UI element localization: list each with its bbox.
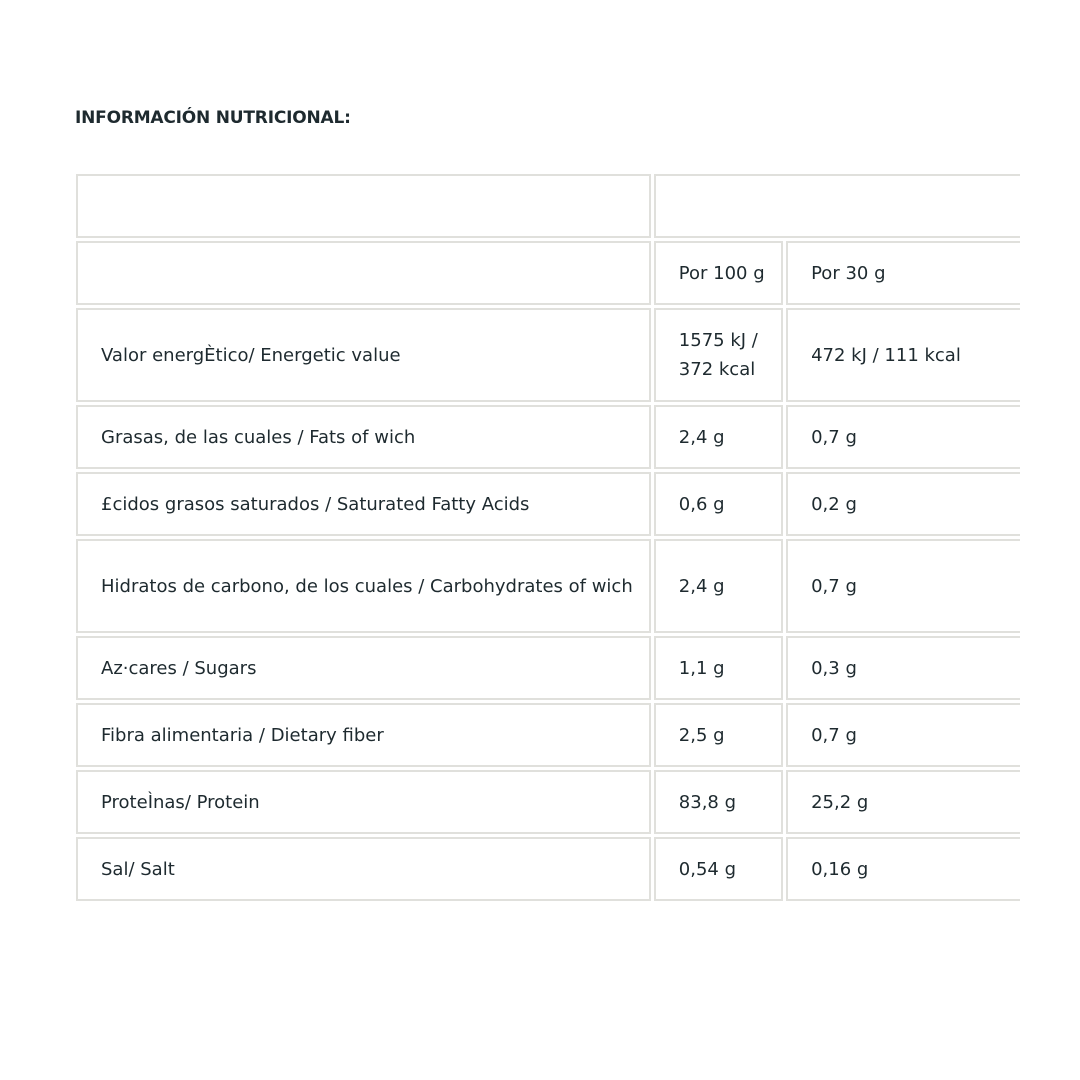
nutrition-table xyxy=(74,172,1020,904)
value-per-30g: 0,7 g xyxy=(786,703,1020,767)
value-per-100g: 2,4 g xyxy=(654,405,783,469)
table-row xyxy=(76,539,1020,633)
value-per-30g: 0,16 g xyxy=(786,837,1020,901)
table-row xyxy=(76,770,1020,834)
value-per-100g: 1575 kJ / 372 kcal xyxy=(654,308,783,402)
value-per-30g: 0,7 g xyxy=(786,539,1020,633)
nutrient-label: Az·cares / Sugars xyxy=(76,636,651,700)
nutrient-label: Fibra alimentaria / Dietary fiber xyxy=(76,703,651,767)
nutrient-label: Sal/ Salt xyxy=(76,837,651,901)
table-header-row xyxy=(76,241,1020,305)
table-row xyxy=(76,837,1020,901)
table-row xyxy=(76,405,1020,469)
nutrient-label: Valor energÈtico/ Energetic value xyxy=(76,308,651,402)
nutrient-label: ProteÌnas/ Protein xyxy=(76,770,651,834)
value-per-30g: 472 kJ / 111 kcal xyxy=(786,308,1020,402)
table-row xyxy=(76,703,1020,767)
table-cell xyxy=(654,174,1020,238)
table-row xyxy=(76,636,1020,700)
nutrient-label: Grasas, de las cuales / Fats of wich xyxy=(76,405,651,469)
nutrient-label: Hidratos de carbono, de los cuales / Carbohydrates of wich xyxy=(76,539,651,633)
value-per-100g: 0,54 g xyxy=(654,837,783,901)
table-row xyxy=(76,308,1020,402)
table-empty-row xyxy=(76,174,1020,238)
value-per-30g: 0,7 g xyxy=(786,405,1020,469)
table-cell xyxy=(76,174,651,238)
header-cell-label xyxy=(76,241,651,305)
header-cell-per100: Por 100 g xyxy=(654,241,783,305)
value-per-100g: 2,4 g xyxy=(654,539,783,633)
value-per-100g: 1,1 g xyxy=(654,636,783,700)
value-per-100g: 83,8 g xyxy=(654,770,783,834)
nutrition-table-container xyxy=(74,172,1020,904)
value-per-100g: 2,5 g xyxy=(654,703,783,767)
table-row xyxy=(76,472,1020,536)
header-cell-per30: Por 30 g xyxy=(786,241,1020,305)
value-per-30g: 0,3 g xyxy=(786,636,1020,700)
value-per-30g: 0,2 g xyxy=(786,472,1020,536)
value-per-30g: 25,2 g xyxy=(786,770,1020,834)
value-per-100g: 0,6 g xyxy=(654,472,783,536)
nutrient-label: £cidos grasos saturados / Saturated Fatty Acids xyxy=(76,472,651,536)
page-title: INFORMACIÓN NUTRICIONAL: xyxy=(75,108,351,128)
